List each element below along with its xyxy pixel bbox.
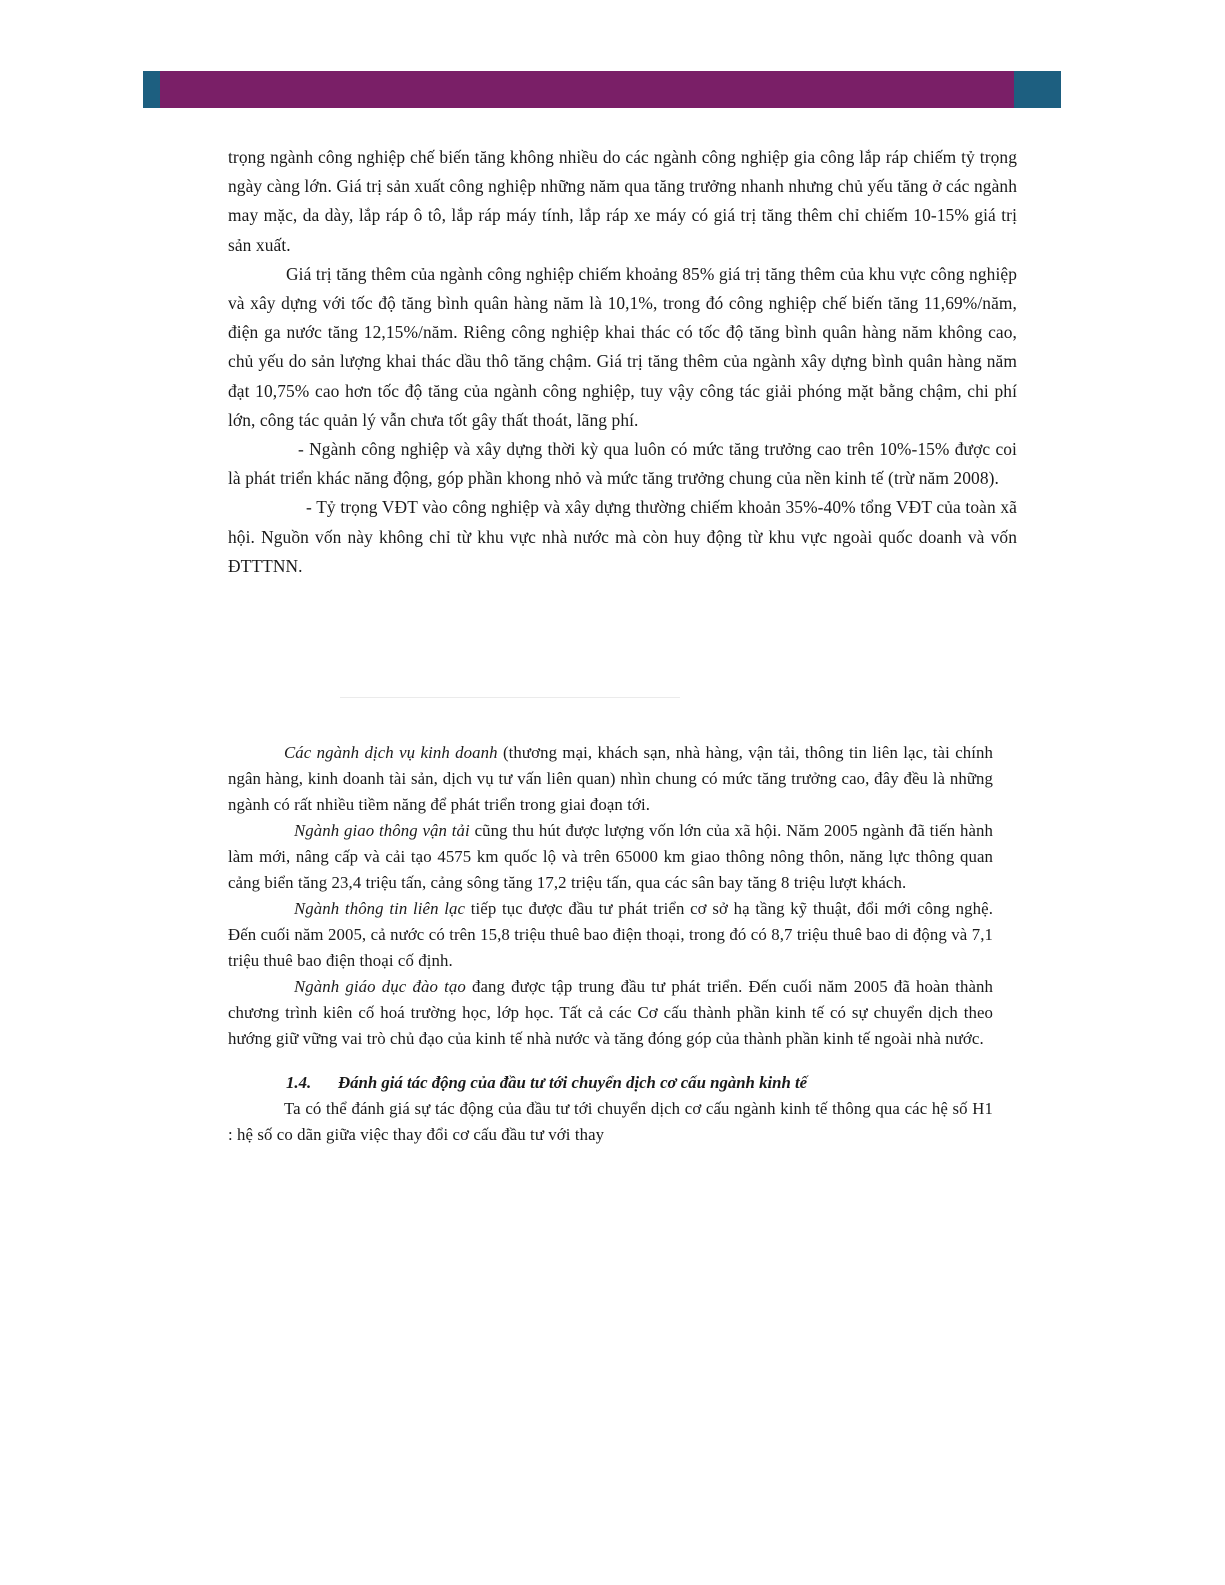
paragraph bbox=[228, 974, 993, 1052]
paragraph-lead: Các ngành dịch vụ kinh doanh bbox=[284, 743, 498, 762]
header-band bbox=[143, 71, 1061, 108]
heading-text: Đánh giá tác động của đầu tư tới chuyển dịch cơ cấu ngành kinh tế bbox=[338, 1073, 808, 1092]
section-heading bbox=[228, 1070, 993, 1096]
paragraph: - Tỷ trọng VĐT vào công nghiệp và xây dựng thường chiếm khoản 35%-40% tổng VĐT của toàn xã hội. Nguồn vốn này không chỉ từ khu vực nhà nước mà còn huy động từ khu vực ngoài quốc doanh và vốn ĐTTTNN. bbox=[228, 497, 1017, 576]
section-industry bbox=[228, 143, 1017, 581]
paragraph-body: tiếp tục được đầu tư phát triển cơ sở hạ tầng kỹ thuật, đổi mới công nghệ. Đến cuối năm 2005, cả nước có trên 15,8 triệu thuê bao điện thoại, trong đó có 8,7 triệu thuê bao di động và 7,1 triệu thuê bao điện thoại cố định. bbox=[228, 899, 993, 970]
header-cap-right bbox=[1014, 71, 1061, 108]
header-cap-left bbox=[143, 71, 160, 108]
paragraph-body: đang được tập trung đầu tư phát triển. Đến cuối năm 2005 đã hoàn thành chương trình kiên cố hoá trường học, lớp học. Tất cả các Cơ cấu thành phần kinh tế có sự chuyển dịch theo hướng giữ vững vai trò chủ đạo của kinh tế nhà nước và tăng đóng góp của thành phần kinh tế ngoài nhà nước. bbox=[228, 977, 993, 1048]
section-services bbox=[228, 740, 993, 1148]
paragraph-lead: Ngành thông tin liên lạc bbox=[294, 899, 466, 918]
paragraph: Giá trị tăng thêm của ngành công nghiệp chiếm khoảng 85% giá trị tăng thêm của khu vực công nghiệp và xây dựng với tốc độ tăng bình quân hàng năm là 10,1%, trong đó công nghiệp chế biến tăng 11,69%/năm, điện ga nước tăng 12,15%/năm. Riêng công nghiệp khai thác có tốc độ tăng bình quân hàng năm không cao, chủ yếu do sản lượng khai thác dầu thô tăng chậm. Giá trị tăng thêm của ngành xây dựng bình quân hàng năm đạt 10,75% cao hơn tốc độ tăng của ngành công nghiệp, tuy vậy công tác giải phóng mặt bằng chậm, chi phí lớn, công tác quản lý vẫn chưa tốt gây thất thoát, lãng phí. bbox=[228, 263, 1017, 430]
heading-number: 1.4. bbox=[286, 1073, 312, 1092]
paragraph-body: (thương mại, khách sạn, nhà hàng, vận tải, thông tin liên lạc, tài chính ngân hàng, kinh doanh tài sản, dịch vụ tư vấn liên quan) nhìn chung có mức tăng trưởng cao, đây đều là những ngành có rất nhiều tiềm năng để phát triển trong giai đoạn tới. bbox=[228, 743, 993, 814]
paragraph-lead: Ngành giáo dục đào tạo bbox=[294, 977, 466, 996]
paragraph bbox=[228, 740, 993, 818]
divider bbox=[340, 697, 680, 698]
paragraph-body: cũng thu hút được lượng vốn lớn của xã hội. Năm 2005 ngành đã tiến hành làm mới, nâng cấp và cải tạo 4575 km quốc lộ và trên 65000 km giao thông nông thôn, năng lực thông quan cảng biển tăng 23,4 triệu tấn, cảng sông tăng 17,2 triệu tấn, qua các sân bay tăng 8 triệu lượt khách. bbox=[228, 821, 993, 892]
paragraph bbox=[228, 896, 993, 974]
paragraph: Ta có thể đánh giá sự tác động của đầu tư tới chuyển dịch cơ cấu ngành kinh tế thông qua các hệ số H1 : hệ số co dãn giữa việc thay đổi cơ cấu đầu tư với thay bbox=[228, 1099, 993, 1144]
paragraph: trọng ngành công nghiệp chế biến tăng không nhiều do các ngành công nghiệp gia công lắp ráp chiếm tỷ trọng ngày càng lớn. Giá trị sản xuất công nghiệp những năm qua tăng trưởng nhanh nhưng chủ yếu tăng ở các ngành may mặc, da dày, lắp ráp ô tô, lắp ráp máy tính, lắp ráp xe máy có giá trị tăng thêm chỉ chiếm 10-15% giá trị sản xuất. bbox=[228, 147, 1017, 255]
paragraph-lead: Ngành giao thông vận tải bbox=[294, 821, 470, 840]
paragraph: - Ngành công nghiệp và xây dựng thời kỳ qua luôn có mức tăng trưởng cao trên 10%-15% được coi là phát triển khác năng động, góp phần khong nhỏ và mức tăng trưởng chung của nền kinh tế (trừ năm 2008). bbox=[228, 439, 1017, 489]
paragraph bbox=[228, 818, 993, 896]
